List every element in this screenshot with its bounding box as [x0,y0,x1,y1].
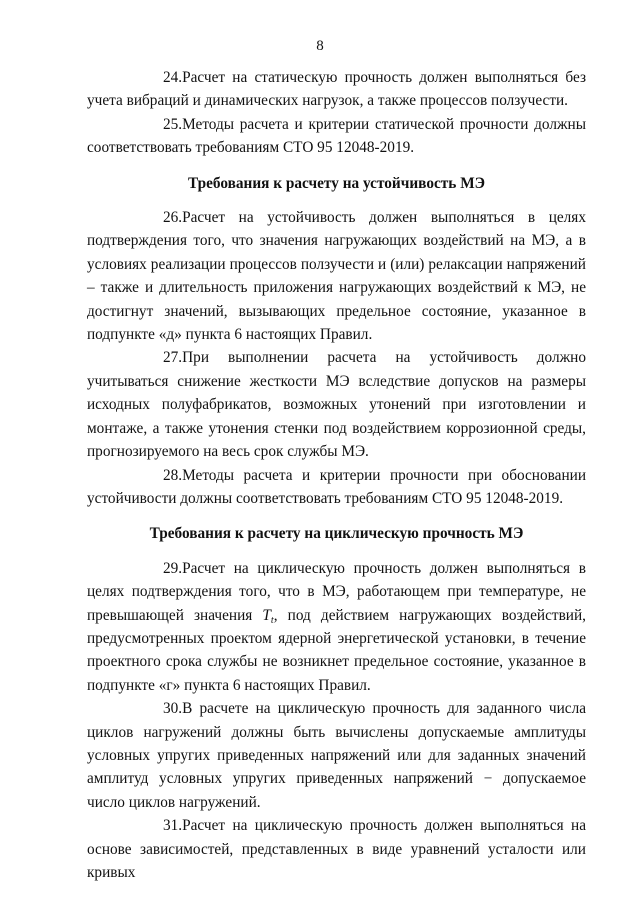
paragraph-30 [87,697,586,814]
paragraph-text: Расчет на устойчивость должен выполняться в целях подтверждения того, что значения нагружающих воздействий на МЭ, а в условиях реализации процессов ползучести и (или) релаксации напряжений – также и длительность приложения нагружающих воздействий к МЭ, не достигнут значений, вызывающих предельное состояние, указанное в подпункте «д» пункта 6 настоящих Правил. [87,209,586,344]
paragraph-text: Методы расчета и критерии статической прочности должны соответствовать требованиям СТО 95 12048-2019. [87,115,586,157]
paragraph-text-before: Расчет на циклическую прочность должен выполняться в целях подтверждения того, что в МЭ, работающем при температуре, не превышающей значения [87,559,586,624]
paragraph-number: 30. [163,700,183,718]
paragraph-number: 24. [163,69,183,86]
paragraph-text: Методы расчета и критерии прочности при обосновании устойчивости должны соответствовать требованиям СТО 95 12048-2019. [87,466,586,507]
temperature-symbol-subscript: t [270,614,274,626]
paragraph-text: В расчете на циклическую прочность для заданного числа циклов нагружений должны быть вычислены допускаемые амплитуды условных упругих приведенных напряжений или для заданных значений амплитуд условных упругих приведенных напряжений − допускаемое число циклов нагружений. [87,700,586,811]
paragraph-27 [87,346,586,463]
paragraph-text: Расчет на циклическую прочность должен выполняться на основе зависимостей, представленных в виде уравнений усталости или кривых [87,817,586,881]
paragraph-text: При выполнении расчета на устойчивость должно учитываться снижение жесткости МЭ вследствие допусков на размеры исходных полуфабрикатов, возможных утонений при изготовлении и монтаже, а также утонения стенки под воздействием коррозионной среды, прогнозируемого на весь срок службы МЭ. [87,349,586,461]
paragraph-24 [87,66,586,113]
paragraph-number: 26. [163,209,183,227]
paragraph-number: 29. [163,559,183,577]
temperature-symbol-base: T [262,606,271,624]
paragraph-25 [87,113,586,160]
paragraph-text-after: , под действием нагружающих воздействий, предусмотренных проектом ядерной энергетической установки, в течение проектного срока службы не возникнет предельное состояние, указанное в подпункте «г» пункта 6 настоящих Правил. [87,606,586,694]
paragraph-31 [87,814,586,884]
paragraph-number: 28. [163,466,183,484]
paragraph-number: 31. [163,817,183,835]
temperature-symbol [262,607,273,624]
paragraph-number: 27. [163,349,183,367]
paragraph-28 [87,464,586,511]
paragraph-text: Расчет на статическую прочность должен выполняться без учета вибраций и динамических нагрузок, а также процессов ползучести. [87,69,586,110]
paragraph-26 [87,206,586,346]
section-heading-cyclic: Требования к расчету на циклическую прочность МЭ [149,525,524,543]
section-heading-stability: Требования к расчету на устойчивость МЭ [187,174,486,192]
page-number: 8 [316,38,324,54]
document-body [87,66,586,884]
paragraph-number: 25. [163,115,183,133]
paragraph-29 [87,557,586,697]
